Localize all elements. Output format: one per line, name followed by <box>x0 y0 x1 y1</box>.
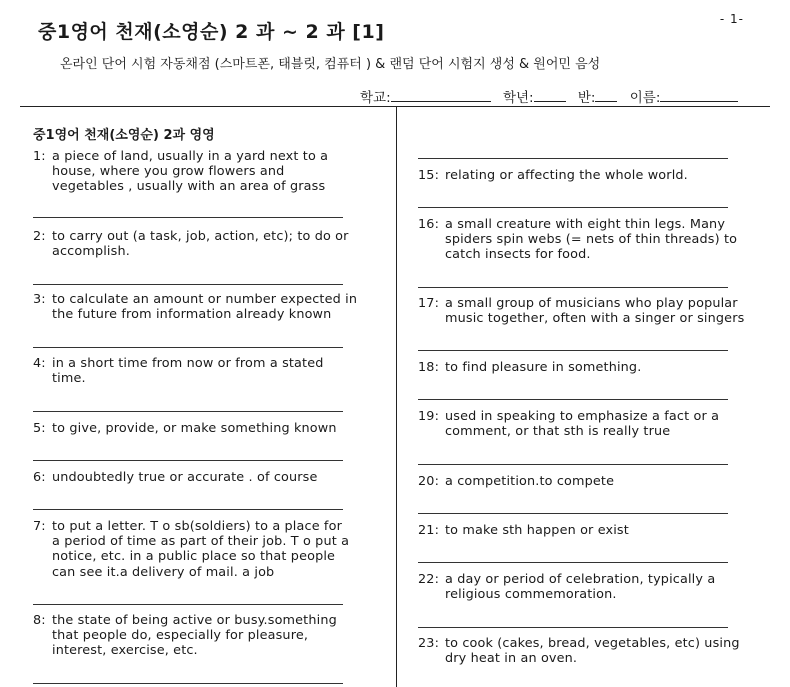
answer-line[interactable] <box>418 627 728 628</box>
question-number: 5: <box>33 421 46 436</box>
definition-line: to give, provide, or make something known <box>52 421 337 436</box>
answer-line[interactable] <box>33 347 343 348</box>
question-item <box>418 217 737 263</box>
worksheet-title: 중1영어 천재(소영순) 2 과 ~ 2 과 [1] <box>38 21 385 43</box>
question-number: 7: <box>33 519 46 534</box>
question-definition <box>418 636 740 666</box>
question-definition <box>33 519 349 580</box>
answer-line[interactable] <box>33 460 343 461</box>
grade-label: 학년: <box>502 90 534 106</box>
answer-line[interactable] <box>33 604 343 605</box>
definition-line: relating or affecting the whole world. <box>445 168 688 183</box>
answer-line[interactable] <box>418 207 728 208</box>
question-item <box>33 229 349 259</box>
answer-line[interactable] <box>33 509 343 510</box>
definition-line: in a short time from now or from a stated <box>52 356 324 371</box>
question-item <box>33 613 337 659</box>
question-item <box>33 470 318 485</box>
definition-line: catch insects for food. <box>445 247 591 263</box>
question-definition <box>33 613 337 658</box>
question-item <box>418 572 715 602</box>
page-number: - 1- <box>719 12 744 26</box>
question-item <box>418 474 614 489</box>
question-definition <box>33 292 357 322</box>
question-item <box>33 292 357 322</box>
answer-line[interactable] <box>33 683 343 684</box>
answer-line[interactable] <box>33 411 343 412</box>
question-definition <box>445 474 614 489</box>
definition-line: a competition.to compete <box>445 474 615 489</box>
answer-line[interactable] <box>418 287 728 288</box>
question-definition <box>52 421 337 436</box>
definition-line: to make sth happen or exist <box>445 523 629 538</box>
question-definition <box>418 296 744 326</box>
answer-line[interactable] <box>33 217 343 218</box>
question-definition <box>445 168 688 183</box>
question-number: 3: <box>33 292 46 307</box>
question-definition <box>33 229 349 259</box>
question-item <box>33 356 324 386</box>
definition-line: a period of time as part of their job. T o put a <box>52 534 350 550</box>
answer-line[interactable] <box>33 284 343 285</box>
question-number: 20: <box>418 474 440 489</box>
question-definition <box>52 470 318 485</box>
definition-line: spiders spin webs (= nets of thin threads) to <box>445 232 738 248</box>
question-number: 6: <box>33 470 46 485</box>
definition-line: a small group of musicians who play popular <box>445 296 738 311</box>
school-label: 학교: <box>360 90 391 106</box>
grade-blank <box>534 88 566 102</box>
definition-line: vegetables , usually with an area of grass <box>52 179 326 195</box>
question-number: 2: <box>33 229 46 244</box>
question-item <box>33 421 337 436</box>
question-definition <box>418 409 719 439</box>
question-number: 17: <box>418 296 440 311</box>
question-number: 19: <box>418 409 440 424</box>
answer-line[interactable] <box>418 513 728 514</box>
definition-line: dry heat in an oven. <box>445 651 578 667</box>
answer-line[interactable] <box>418 158 728 159</box>
definition-line: a piece of land, usually in a yard next to a <box>52 149 329 164</box>
school-blank <box>391 88 491 102</box>
definition-line: house, where you grow flowers and <box>52 164 285 180</box>
question-item <box>418 523 629 538</box>
definition-line: comment, or that sth is really true <box>445 424 671 440</box>
name-label: 이름: <box>629 90 661 106</box>
answer-line[interactable] <box>418 464 728 465</box>
question-definition <box>445 360 641 375</box>
definition-line: the state of being active or busy.something <box>52 613 337 628</box>
question-number: 15: <box>418 168 440 183</box>
question-item <box>33 519 349 580</box>
definition-line: to put a letter. T o sb(soldiers) to a place for <box>52 519 342 534</box>
worksheet-subtitle: 온라인 단어 시험 자동채점 (스마트폰, 태블릿, 컴퓨터 ) & 랜덤 단어 시험지 생성 & 원어민 음성 <box>60 57 601 72</box>
class-label: 반: <box>577 90 596 106</box>
definition-line: notice, etc. in a public place so that people <box>52 549 336 565</box>
question-definition <box>418 217 737 262</box>
definition-line: interest, exercise, etc. <box>52 643 198 659</box>
question-number: 22: <box>418 572 440 587</box>
definition-line: undoubtedly true or accurate . of course <box>52 470 318 485</box>
question-number: 16: <box>418 217 440 232</box>
question-item <box>418 360 641 375</box>
question-number: 8: <box>33 613 46 628</box>
question-item <box>33 149 328 195</box>
definition-line: can see it.a delivery of mail. a job <box>52 564 275 580</box>
question-definition <box>418 572 715 602</box>
answer-line[interactable] <box>418 562 728 563</box>
answer-line[interactable] <box>418 350 728 351</box>
definition-line: to cook (cakes, bread, vegetables, etc) using <box>445 636 740 651</box>
section-title: 중1영어 천재(소영순) 2과 영영 <box>33 128 215 143</box>
definition-line: music together, often with a singer or singers <box>445 311 745 327</box>
question-item <box>418 168 688 183</box>
definition-line: the future from information already known <box>52 307 332 323</box>
definition-line: to carry out (a task, job, action, etc); to do or <box>52 229 349 244</box>
header-rule <box>20 106 770 107</box>
student-info-row <box>360 86 738 106</box>
definition-line: time. <box>52 371 86 387</box>
question-number: 23: <box>418 636 440 651</box>
question-definition <box>33 356 324 386</box>
question-definition <box>33 149 328 194</box>
definition-line: religious commemoration. <box>445 587 617 603</box>
question-definition <box>445 523 629 538</box>
definition-line: used in speaking to emphasize a fact or a <box>445 409 720 424</box>
definition-line: a day or period of celebration, typically a <box>445 572 716 587</box>
question-item <box>418 296 744 326</box>
question-number: 21: <box>418 523 440 538</box>
definition-line: accomplish. <box>52 244 130 260</box>
question-number: 4: <box>33 356 46 371</box>
definition-line: to find pleasure in something. <box>445 360 642 375</box>
question-item <box>418 409 719 439</box>
definition-line: to calculate an amount or number expected in <box>52 292 358 307</box>
definition-line: that people do, especially for pleasure, <box>52 628 309 644</box>
definition-line: a small creature with eight thin legs. Many <box>445 217 726 232</box>
question-item <box>418 636 740 666</box>
class-blank <box>595 88 617 102</box>
question-number: 18: <box>418 360 440 375</box>
question-number: 1: <box>33 149 46 164</box>
name-blank <box>660 88 738 102</box>
column-divider <box>396 107 397 687</box>
answer-line[interactable] <box>418 399 728 400</box>
